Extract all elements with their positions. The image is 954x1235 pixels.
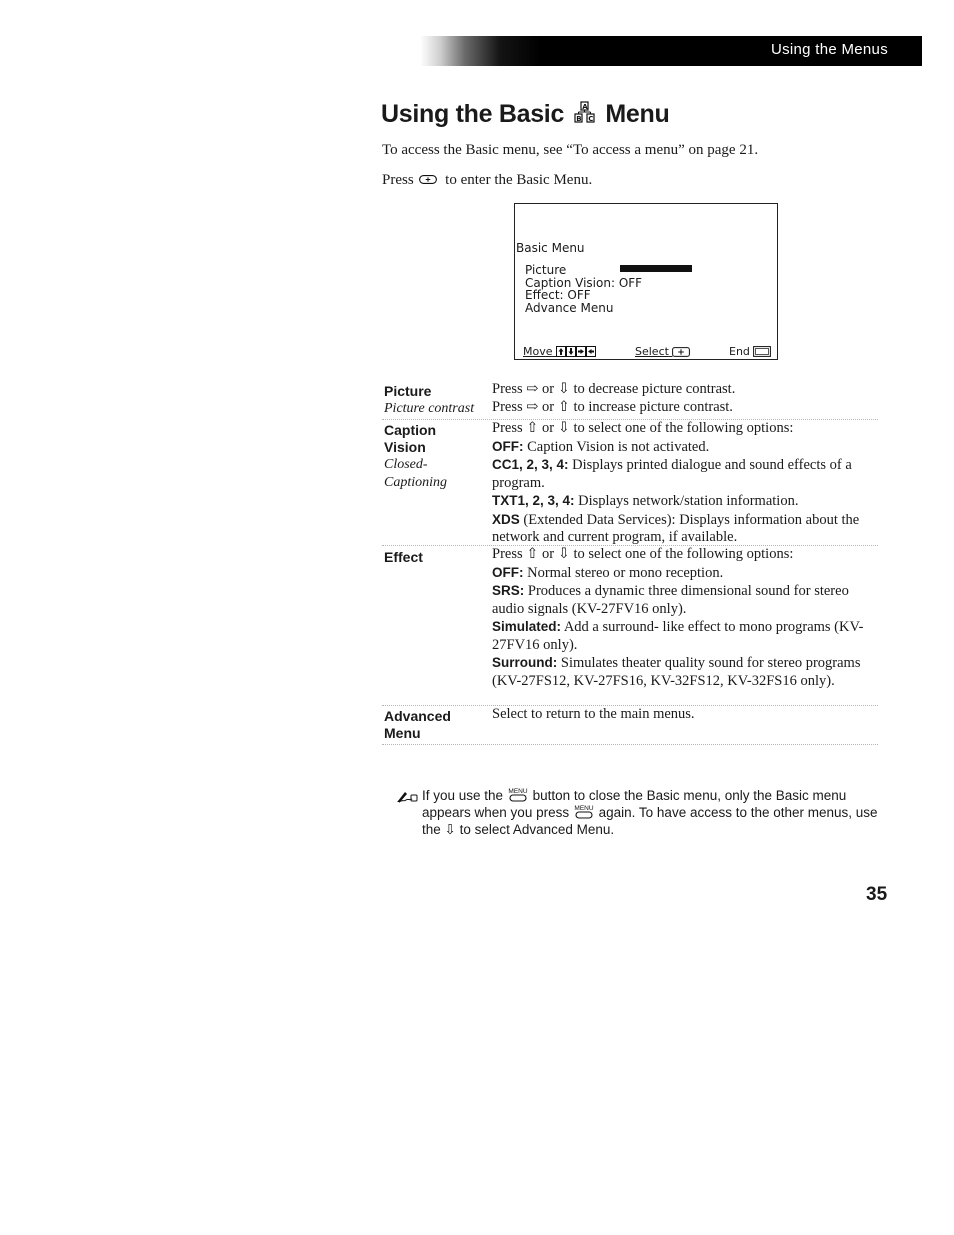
option-item bbox=[492, 618, 884, 654]
screen-footer-select bbox=[635, 345, 690, 358]
row-term-effect: Effect bbox=[384, 549, 423, 565]
option-item bbox=[492, 582, 884, 618]
option-key: Simulated: bbox=[492, 619, 562, 634]
intro-press-word: Press bbox=[382, 172, 414, 188]
row-desc-advanced-menu bbox=[492, 706, 884, 724]
option-item bbox=[492, 456, 884, 492]
section-header-title: Using the Menus bbox=[770, 41, 888, 58]
sub-line: Captioning bbox=[384, 475, 448, 490]
svg-text:C: C bbox=[587, 115, 593, 123]
option-text: Add a surround- like effect to mono programs (KV-27FV16 only). bbox=[492, 619, 864, 653]
option-item bbox=[492, 654, 884, 690]
screen-menu-item: Picture bbox=[525, 263, 567, 277]
option-key: XDS bbox=[492, 511, 520, 527]
note-part-1: If you use the bbox=[422, 788, 504, 803]
term-line: Vision bbox=[384, 439, 426, 455]
page-number: 35 bbox=[866, 884, 888, 905]
option-key: CC1, 2, 3, 4: bbox=[492, 457, 569, 472]
select-button-icon bbox=[419, 175, 437, 184]
desc-line: Select to return to the main menus. bbox=[492, 706, 695, 722]
row-sub-picture: Picture contrast bbox=[384, 401, 475, 416]
option-key: Surround: bbox=[492, 655, 558, 670]
row-term-caption-vision bbox=[384, 422, 436, 456]
page-title-text-end: Menu bbox=[605, 100, 670, 128]
row-term-advanced-menu bbox=[384, 708, 451, 742]
desc-line: Press ⇨ or ⇩ to decrease picture contrast. bbox=[492, 381, 736, 397]
screen-menu-item: Caption Vision: OFF bbox=[525, 275, 643, 290]
select-key-icon bbox=[672, 347, 690, 357]
abc-menu-icon bbox=[574, 101, 596, 125]
screen-menu-item: Advance Menu bbox=[525, 300, 614, 315]
svg-text:B: B bbox=[575, 115, 581, 123]
desc-intro: Press ⇧ or ⇩ to select one of the following options: bbox=[492, 420, 794, 436]
screen-menu-list bbox=[525, 264, 642, 314]
menu-key-icon bbox=[753, 346, 771, 357]
option-item bbox=[492, 511, 884, 547]
term-line: Caption bbox=[384, 422, 437, 438]
option-text: (Extended Data Services): Displays information about the network and current program, if available. bbox=[492, 511, 860, 545]
page-title-text-start: Using the Basic bbox=[381, 100, 565, 128]
option-key: OFF: bbox=[492, 438, 524, 454]
screen-footer-move-label: Move bbox=[523, 345, 553, 358]
row-desc-effect bbox=[492, 546, 884, 690]
screen-footer-end bbox=[729, 345, 771, 358]
row-desc-picture bbox=[492, 381, 884, 416]
note-part-3: again. To have access to the other menus, use the ⇩ to select Advanced Menu. bbox=[422, 805, 878, 837]
option-text: Displays printed dialogue and sound effects of a program. bbox=[492, 457, 852, 491]
row-desc-caption-vision bbox=[492, 420, 884, 547]
row-sub-caption-vision bbox=[384, 456, 447, 492]
screen-footer-move bbox=[523, 345, 598, 358]
section-header-bar bbox=[420, 36, 922, 66]
intro-press-rest: to enter the Basic Menu. bbox=[445, 172, 593, 188]
term-line: Advanced bbox=[384, 708, 451, 724]
menu-button-icon bbox=[573, 804, 595, 820]
option-item bbox=[492, 492, 884, 511]
note-text bbox=[422, 787, 884, 838]
desc-line: Press ⇨ or ⇧ to increase picture contrast. bbox=[492, 398, 733, 415]
note-pencil-icon bbox=[396, 789, 418, 803]
option-text: Displays network/station information. bbox=[574, 493, 799, 509]
option-text: Caption Vision is not activated. bbox=[523, 438, 710, 455]
page-title bbox=[381, 100, 669, 129]
option-text: Produces a dynamic three dimensional sound for stereo audio signals (KV-27FV16 only). bbox=[492, 583, 849, 617]
screen-menu-item: Effect: OFF bbox=[525, 288, 591, 302]
intro-access-text: To access the Basic menu, see “To access a menu” on page 21. bbox=[382, 142, 759, 158]
option-text: Normal stereo or mono reception. bbox=[523, 564, 724, 581]
menu-button-icon bbox=[507, 787, 529, 803]
row-divider bbox=[382, 744, 878, 745]
note-part-2: button to close the Basic menu, only the Basic menu appears when you press bbox=[422, 788, 847, 820]
menu-button-label: MENU bbox=[574, 805, 594, 812]
option-key: OFF: bbox=[492, 564, 524, 580]
screen-footer-end-label: End bbox=[729, 345, 750, 358]
options-table bbox=[382, 380, 882, 750]
option-key: TXT1, 2, 3, 4: bbox=[492, 493, 575, 508]
menu-button-label: MENU bbox=[508, 788, 528, 795]
desc-intro: Press ⇧ or ⇩ to select one of the following options: bbox=[492, 546, 794, 562]
row-term-picture: Picture bbox=[384, 383, 432, 399]
basic-menu-screen bbox=[514, 203, 778, 360]
screen-footer-select-label: Select bbox=[635, 345, 669, 358]
arrow-keys-icon bbox=[556, 346, 598, 357]
option-key: SRS: bbox=[492, 583, 525, 598]
screen-heading: Basic Menu bbox=[516, 241, 585, 255]
option-item bbox=[492, 564, 884, 583]
term-line: Menu bbox=[384, 725, 421, 741]
option-text: Simulates theater quality sound for stereo programs (KV-27FS12, KV-27FS16, KV-32FS12, KV-32FS16 only). bbox=[492, 655, 861, 689]
intro-press-line bbox=[382, 172, 592, 189]
sub-line: Closed- bbox=[384, 457, 428, 472]
option-item bbox=[492, 438, 884, 457]
svg-text:A: A bbox=[582, 103, 588, 111]
